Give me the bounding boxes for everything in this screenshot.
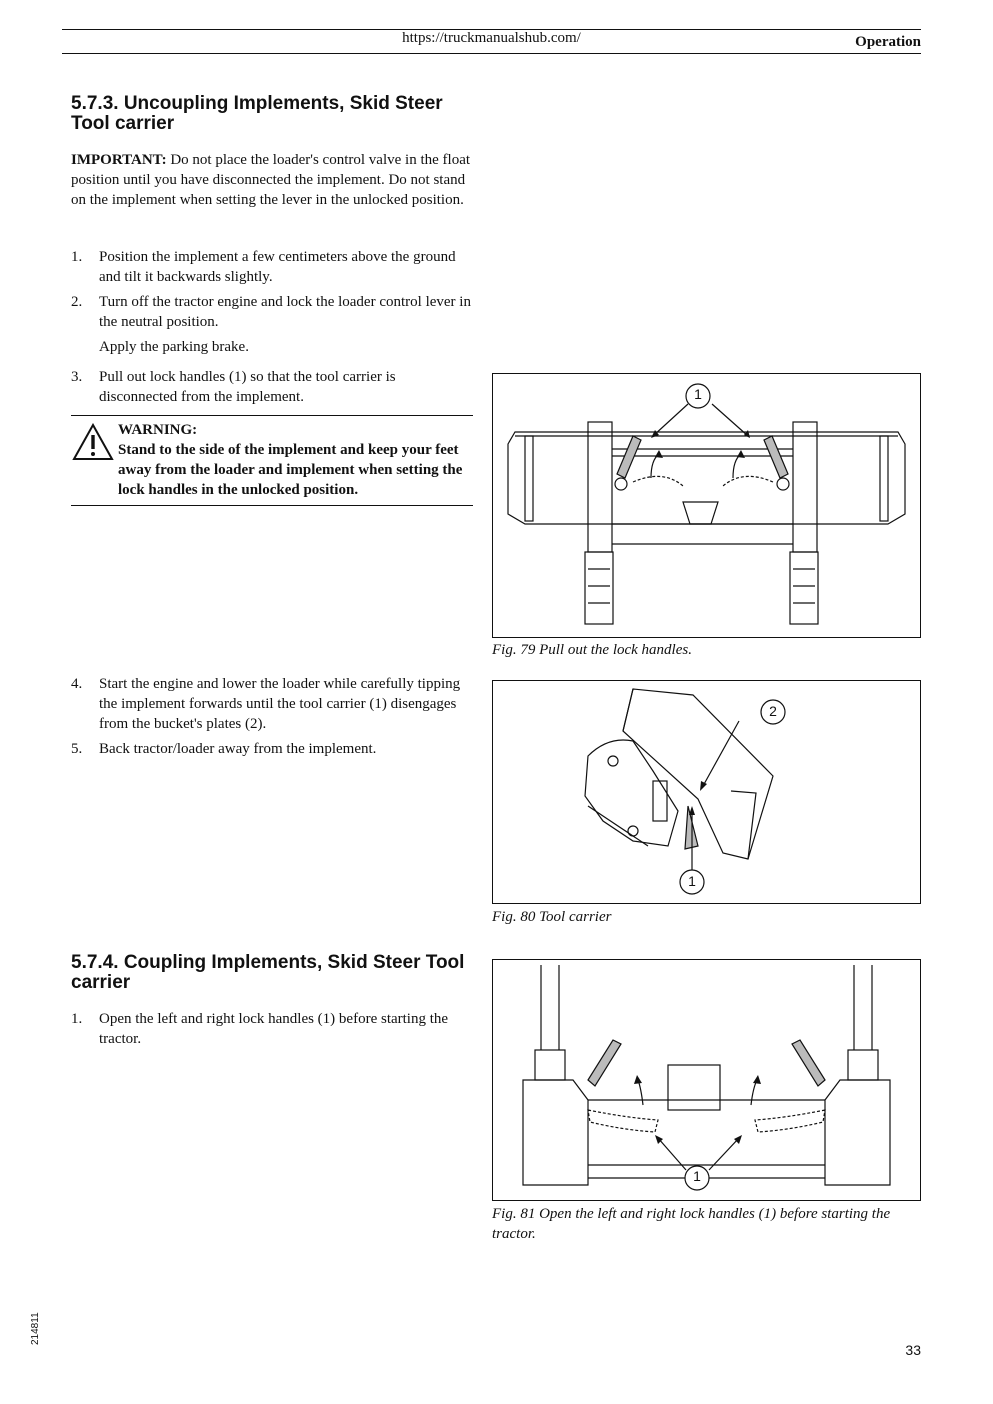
- important-text: Do not place the loader's control valve in the float position until you have disconnected the implement. Do not stand on the implement when setting the lever in the unlocked position.: [71, 152, 471, 208]
- list-number: 1.: [71, 1011, 83, 1027]
- list-item: [71, 1009, 473, 1049]
- warning-label: WARNING:: [118, 422, 198, 438]
- page-number: 33: [905, 1342, 921, 1358]
- lock-handles-open-illustration: [493, 960, 920, 1200]
- list-item: [71, 674, 473, 734]
- document-id: 214811: [30, 1312, 41, 1345]
- list-number: 5.: [71, 741, 83, 757]
- list-text: Turn off the tractor engine and lock the loader control lever in the neutral position.: [99, 294, 471, 330]
- list-text: Pull out lock handles (1) so that the tool carrier is disconnected from the implement.: [99, 369, 396, 405]
- section-title-573: 5.7.3. Uncoupling Implements, Skid Steer Tool carrier: [71, 93, 443, 134]
- callout-label: 1: [693, 1168, 701, 1184]
- list-number: 3.: [71, 369, 83, 385]
- list-number: 4.: [71, 676, 83, 692]
- list-text: Back tractor/loader away from the implement.: [99, 741, 377, 757]
- warning-triangle-icon: [72, 423, 114, 461]
- callout-label: 1: [688, 873, 696, 889]
- warning-box: [71, 415, 473, 506]
- figure-79: [492, 373, 921, 638]
- source-url[interactable]: https://truckmanualshub.com/: [402, 30, 581, 46]
- list-text: Start the engine and lower the loader while carefully tipping the implement forwards until the tool carrier (1) disengages from the bucket's plates (2).: [99, 676, 461, 732]
- list-number: 2.: [71, 294, 83, 310]
- callout-label: 1: [694, 386, 702, 402]
- list-text: Position the implement a few centimeters above the ground and tilt it backwards slightly.: [99, 249, 456, 285]
- callout-label: 2: [769, 703, 777, 719]
- figure-caption: Fig. 80 Tool carrier: [492, 909, 612, 925]
- figure-81: [492, 959, 921, 1201]
- figure-caption: Fig. 81 Open the left and right lock handles (1) before starting the tractor.: [492, 1206, 891, 1242]
- tool-carrier-side-illustration: [493, 681, 920, 903]
- list-item: [71, 739, 473, 759]
- important-note: [71, 150, 473, 210]
- list-text: Apply the parking brake.: [99, 339, 249, 355]
- warning-content: [118, 420, 473, 500]
- important-label: IMPORTANT:: [71, 152, 167, 168]
- header-rule-bottom: [62, 53, 921, 54]
- list-item: [71, 247, 473, 287]
- list-text: Open the left and right lock handles (1) before starting the tractor.: [99, 1011, 449, 1047]
- figure-80: [492, 680, 921, 904]
- running-header-section: Operation: [855, 34, 921, 50]
- list-item: [71, 367, 473, 407]
- tool-carrier-front-illustration: [493, 374, 920, 637]
- figure-caption: Fig. 79 Pull out the lock handles.: [492, 642, 692, 658]
- warning-text: Stand to the side of the implement and keep your feet away from the loader and implement when setting the lock handles in the unlocked position.: [118, 442, 463, 498]
- list-item: [71, 337, 473, 357]
- list-item: [71, 292, 473, 332]
- section-title-574: 5.7.4. Coupling Implements, Skid Steer Tool carrier: [71, 952, 465, 993]
- list-number: 1.: [71, 249, 83, 265]
